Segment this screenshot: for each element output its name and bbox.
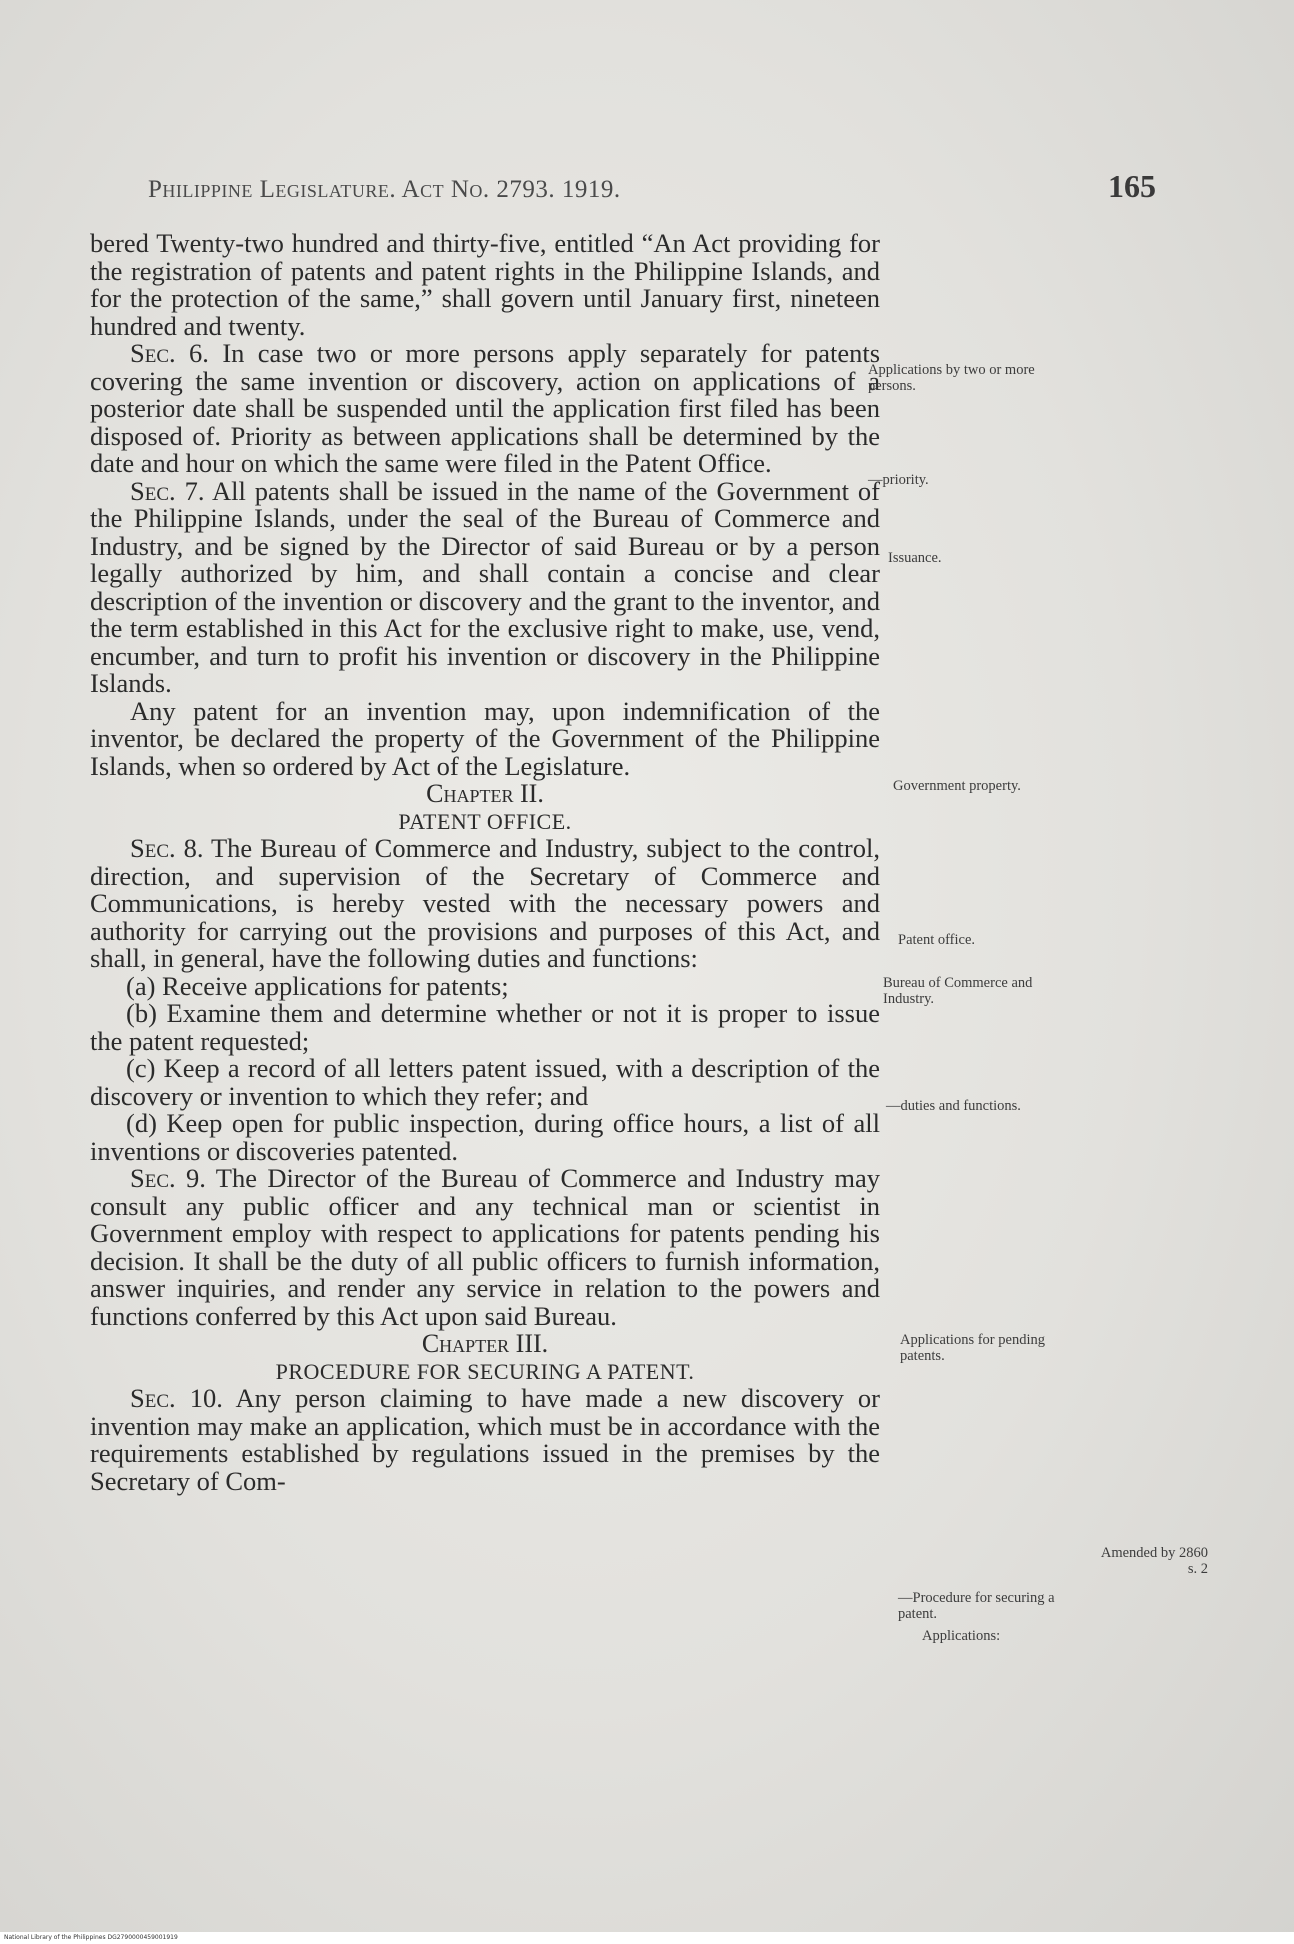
section-8-lead: Sec. 8. <box>130 833 204 863</box>
section-10-text: Any person claiming to have made a new discovery or invention may make an application, which must be in accordance with the requirements established by regulations issued in the premises by the Secretary of Com- <box>90 1383 880 1496</box>
chapter-2-title: Chapter II. <box>426 779 544 808</box>
margin-note-applications-two-persons: Applications by two or more persons. <box>868 362 1035 394</box>
section-9 <box>90 1165 880 1330</box>
section-9-lead: Sec. 9. <box>130 1163 206 1193</box>
section-10 <box>90 1385 880 1495</box>
section-7-lead: Sec. 7. <box>130 475 205 506</box>
list-item-a: (a) Receive applications for patents; <box>126 970 509 1001</box>
section-10-lead: Sec. 10. <box>130 1383 223 1413</box>
margin-note-patent-office: Patent office. <box>898 932 976 948</box>
margin-note-issuance: Issuance. <box>888 550 942 566</box>
section-7-text: All patents shall be issued in the name of the Government of the Philippine Islands, under the seal of the Bureau of Commerce and Industry, and be signed by the Director of said Bureau or by a person legally authorized by him, and shall contain a concise and clear description of the invention or discovery and the grant to the inventor, and the term established in this Act for the exclusive right to make, use, vend, encumber, and turn to profit his invention or discovery in the Philippine Islands. <box>90 475 880 698</box>
continuation-paragraph: bered Twenty-two hundred and thirty-five, entitled “An Act providing for the registration of patents and patent rights in the Philippine Islands, and for the protection of the same,” shall govern until January first, nineteen hundred and twenty. <box>90 228 880 341</box>
section-6-text: In case two or more persons apply separately for patents covering the same invention or discovery, action on applications of a posterior date shall be suspended until the application first filed has been disposed of. Priority as between applications shall be determined by the date and hour on which the same were filed in the Patent Office. <box>90 338 881 478</box>
margin-note-priority: —priority. <box>868 472 929 488</box>
archive-footer: National Library of the Philippines DG2790000459001919 <box>0 1932 1294 1944</box>
section-8 <box>90 835 880 973</box>
margin-note-applications-pending: Applications for pending patents. <box>900 1332 1045 1364</box>
margin-note-duties-functions: —duties and functions. <box>886 1098 1021 1114</box>
section-6-lead: Sec. 6. <box>130 338 209 368</box>
running-head: Philippine Legislature. Act No. 2793. 1919. <box>148 176 621 203</box>
section-9-text: The Director of the Bureau of Commerce and Industry may consult any public officer and any technical man or scientist in Government employ with respect to applications for patents pending his decision. It shall be the duty of all public officers to furnish information, answer inquiries, and render any service in relation to the powers and functions conferred by this Act upon said Bureau. <box>90 1163 880 1331</box>
chapter-3-title: Chapter III. <box>421 1329 549 1358</box>
list-item-d: (d) Keep open for public inspection, during office hours, a list of all inventions or discoveries patented. <box>90 1108 880 1166</box>
section-8-text: The Bureau of Commerce and Industry, subject to the control, direction, and supervision of the Secretary of Commerce and Communications, is hereby vested with the necessary powers and authority for carrying out the provisions and purposes of this Act, and shall, in general, have the following duties and functions: <box>90 833 880 973</box>
list-item-b: (b) Examine them and determine whether or not it is proper to issue the patent requested; <box>90 998 880 1056</box>
section-7-paragraph-2: Any patent for an invention may, upon indemnification of the inventor, be declared the property of the Government of the Philippine Islands, when so ordered by Act of the Legislature. <box>90 695 880 781</box>
section-7 <box>90 475 880 698</box>
margin-note-applications: Applications: <box>922 1628 1001 1644</box>
list-item-c: (c) Keep a record of all letters patent issued, with a description of the discovery or invention to which they refer; and <box>90 1053 880 1111</box>
page-number: 165 <box>1108 168 1156 204</box>
body-text <box>90 230 880 1495</box>
margin-note-amended: Amended by 2860 s. 2 <box>1100 1545 1208 1577</box>
section-6 <box>90 340 880 478</box>
chapter-3-subtitle: PROCEDURE FOR SECURING A PATENT. <box>275 1358 695 1384</box>
margin-note-bureau-commerce: Bureau of Commerce and Industry. <box>883 975 1033 1007</box>
margin-note-government-property: Government property. <box>893 778 1021 794</box>
margin-note-procedure-securing: —Procedure for securing a patent. <box>898 1590 1055 1622</box>
chapter-2-subtitle: PATENT OFFICE. <box>398 808 572 834</box>
